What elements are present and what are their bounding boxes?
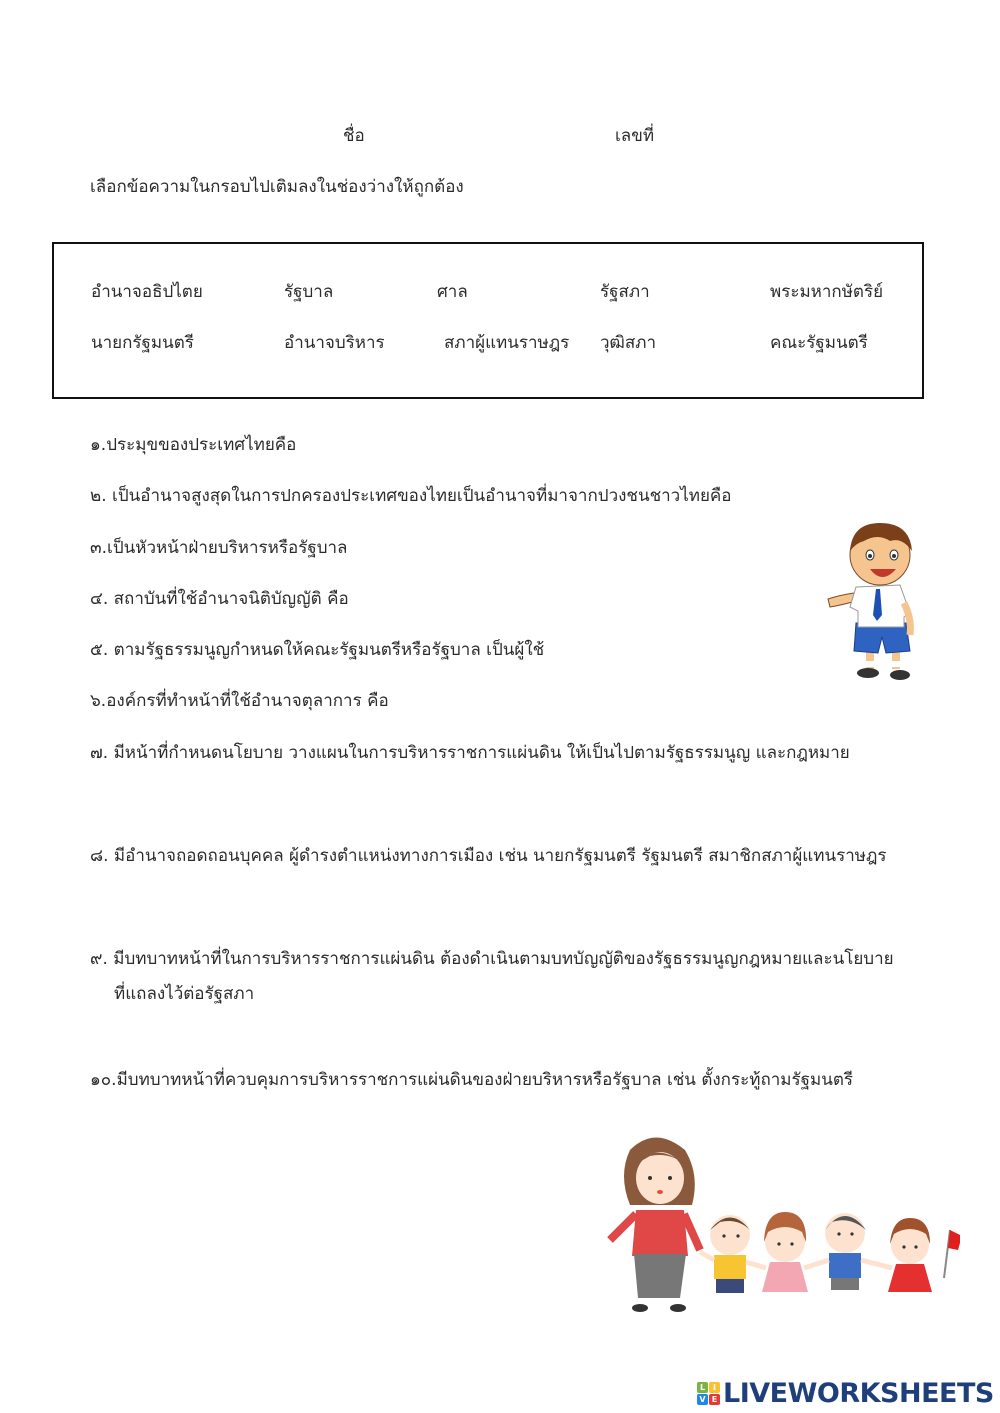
logo-tile: E xyxy=(709,1394,720,1405)
word-bank-item: อำนาจบริหาร xyxy=(284,333,385,353)
question-4: ๔. สถาบันที่ใช้อำนาจนิติบัญญัติ คือ xyxy=(90,589,349,609)
logo-tiles-icon xyxy=(697,1382,720,1405)
question-5: ๕. ตามรัฐธรรมนูญกำหนดให้คณะรัฐมนตรีหรือรัฐบาล เป็นผู้ใช้ xyxy=(90,640,545,660)
question-1: ๑.ประมุขของประเทศไทยคือ xyxy=(90,435,297,455)
question-3: ๓.เป็นหัวหน้าฝ่ายบริหารหรือรัฐบาล xyxy=(90,538,348,558)
number-label: เลขที่ xyxy=(615,126,655,146)
instruction-text: เลือกข้อความในกรอบไปเติมลงในช่องว่างให้ถูกต้อง xyxy=(90,177,464,197)
question-7: ๗. มีหน้าที่กำหนดนโยบาย วางแผนในการบริหารราชการแผ่นดิน ให้เป็นไปตามรัฐธรรมนูญ และกฎหมาย xyxy=(90,743,850,763)
question-9 xyxy=(90,948,894,1005)
liveworksheets-logo xyxy=(697,1378,994,1409)
word-bank-item: พระมหากษัตริย์ xyxy=(770,282,884,302)
logo-tile: L xyxy=(697,1382,708,1393)
question-9-line1: ๙. มีบทบาทหน้าที่ในการบริหารราชการแผ่นดิน ต้องดำเนินตามบทบัญญัติของรัฐธรรมนูญกฎหมายและนโยบาย xyxy=(90,949,894,969)
word-bank-item: นายกรัฐมนตรี xyxy=(91,333,194,353)
question-10: ๑๐.มีบทบาทหน้าที่ควบคุมการบริหารราชการแผ่นดินของฝ่ายบริหารหรือรัฐบาล เช่น ตั้งกระทู้ถามรัฐมนตรี xyxy=(90,1070,853,1090)
question-9-line2: ที่แถลงไว้ต่อรัฐสภา xyxy=(114,984,255,1004)
logo-tile: V xyxy=(697,1394,708,1405)
name-label: ชื่อ xyxy=(343,126,365,146)
question-8: ๘. มีอำนาจถอดถอนบุคคล ผู้ดำรงตำแหน่งทางการเมือง เช่น นายกรัฐมนตรี รัฐมนตรี สมาชิกสภาผู้แทนราษฎร xyxy=(90,846,887,866)
word-bank-item: วุฒิสภา xyxy=(600,333,657,353)
question-2: ๒. เป็นอำนาจสูงสุดในการปกครองประเทศของไทยเป็นอำนาจที่มาจากปวงชนชาวไทยคือ xyxy=(90,486,732,506)
logo-text: LIVEWORKSHEETS xyxy=(723,1378,994,1409)
word-bank-item: รัฐบาล xyxy=(284,282,334,302)
question-6: ๖.องค์กรที่ทำหน้าที่ใช้อำนาจตุลาการ คือ xyxy=(90,691,389,711)
word-bank-item: สภาผู้แทนราษฎร xyxy=(444,333,570,353)
student-boy-illustration xyxy=(820,515,920,687)
logo-tile: I xyxy=(709,1382,720,1393)
word-bank-box xyxy=(52,242,924,399)
word-bank-item: ศาล xyxy=(437,282,468,302)
word-bank-item: คณะรัฐมนตรี xyxy=(770,333,868,353)
word-bank-item: รัฐสภา xyxy=(600,282,650,302)
teacher-and-children-illustration xyxy=(600,1130,960,1320)
word-bank-item: อำนาจอธิปไตย xyxy=(91,282,203,302)
